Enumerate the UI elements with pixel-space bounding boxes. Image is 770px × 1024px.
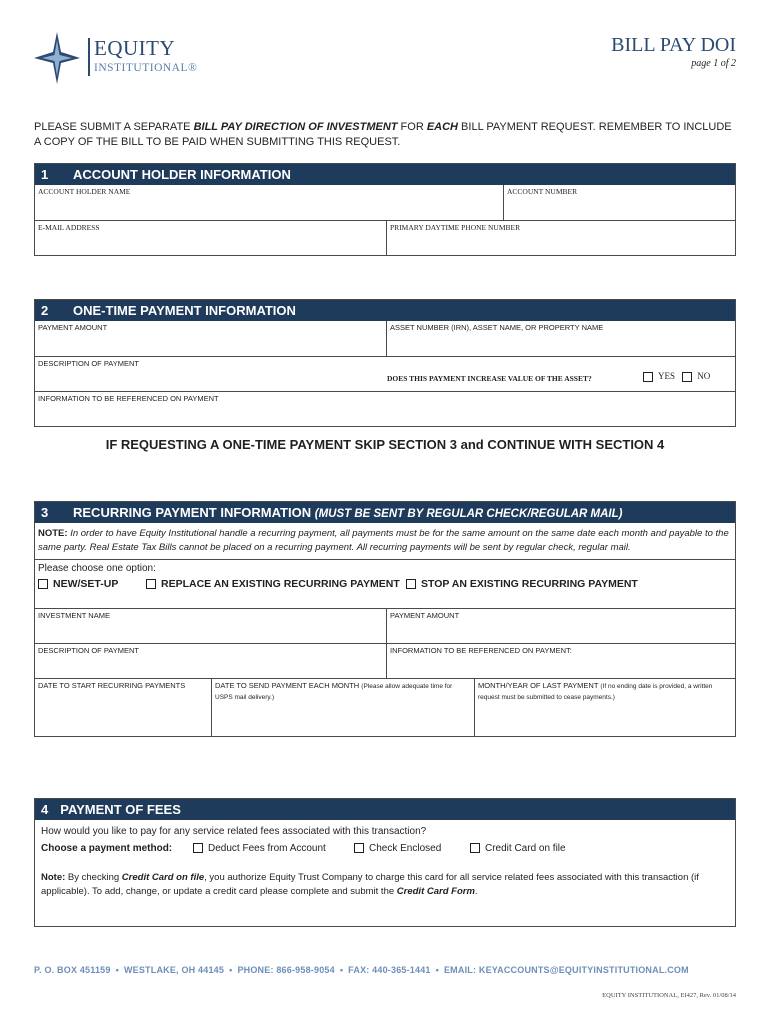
asset-number-field[interactable]: ASSET NUMBER (IRN), ASSET NAME, OR PROPERTY NAME — [386, 321, 735, 356]
increase-value-question: DOES THIS PAYMENT INCREASE VALUE OF THE ASSET? — [387, 374, 592, 383]
page-number: page 1 of 2 — [691, 58, 736, 69]
intro-instructions: PLEASE SUBMIT A SEPARATE BILL PAY DIRECTION OF INVESTMENT FOR EACH BILL PAYMENT REQUEST. REMEMBER TO INCLUDE A COPY OF THE BILL TO BE PAID WHEN SUBMITTING THIS REQUEST. — [34, 121, 732, 148]
fees-question: How would you like to pay for any service related fees associated with this transaction? — [41, 826, 427, 837]
credit-card-note: Note: By checking Credit Card on file, you authorize Equity Trust Company to charge this card for all service related fees associated with this transaction (if applicable). To add, change, or update a credit card please complete and submit the Credit Card Form. — [41, 872, 699, 897]
email-address-field[interactable]: E-MAIL ADDRESS — [38, 223, 100, 232]
stop-recurring-option[interactable]: STOP AN EXISTING RECURRING PAYMENT — [406, 578, 638, 590]
payment-of-fees-body — [35, 820, 735, 926]
send-date-field[interactable]: DATE TO SEND PAYMENT EACH MONTH (Please allow adequate time for USPS mail delivery.) — [211, 679, 474, 736]
logo-divider — [88, 38, 90, 76]
section-3-header: 3 RECURRING PAYMENT INFORMATION (MUST BE SENT BY REGULAR CHECK/REGULAR MAIL) — [35, 502, 735, 523]
last-payment-field[interactable]: MONTH/YEAR OF LAST PAYMENT (If no ending date is provided, a written request must be submitted to cease payments.) — [474, 679, 735, 736]
increase-value-options — [643, 371, 710, 382]
logo-text-institutional: INSTITUTIONAL® — [94, 62, 198, 74]
credit-card-option[interactable]: Credit Card on file — [470, 843, 566, 854]
recurring-description-field[interactable]: DESCRIPTION OF PAYMENT — [38, 646, 139, 655]
recurring-options: Please choose one option: NEW/SET-UP REPLACE AN EXISTING RECURRING PAYMENT STOP AN EXISTING RECURRING PAYMENT — [38, 563, 638, 590]
form-revision: EQUITY INSTITUTIONAL, EI427, Rev. 01/08/14 — [602, 992, 736, 999]
start-date-field[interactable]: DATE TO START RECURRING PAYMENTS — [38, 681, 186, 690]
skip-section-note: IF REQUESTING A ONE-TIME PAYMENT SKIP SECTION 3 and CONTINUE WITH SECTION 4 — [105, 437, 665, 452]
yes-label: YES — [658, 371, 676, 381]
section-4-header: 4 PAYMENT OF FEES — [35, 799, 735, 820]
company-logo — [32, 30, 212, 90]
no-label: NO — [697, 371, 711, 381]
one-time-payment-amount-field[interactable]: PAYMENT AMOUNT — [38, 323, 108, 332]
account-number-field[interactable]: ACCOUNT NUMBER — [503, 185, 735, 220]
new-setup-option[interactable]: NEW/SET-UP — [38, 578, 118, 590]
recurring-note: NOTE: In order to have Equity Institutional handle a recurring payment, all payments must be for the same amount on the same date each month and payable to the same party. Real Estate Tax Bills cannot be placed on a recurring payment. All recurring payments will be sent by regular check, regular mail. — [38, 528, 729, 553]
recurring-reference-field[interactable]: INFORMATION TO BE REFERENCED ON PAYMENT: — [386, 644, 735, 678]
no-checkbox[interactable] — [682, 372, 692, 382]
recurring-payment-amount-field[interactable]: PAYMENT AMOUNT — [386, 609, 735, 643]
phone-number-field[interactable]: PRIMARY DAYTIME PHONE NUMBER — [386, 221, 735, 255]
account-holder-name-field[interactable]: ACCOUNT HOLDER NAME — [38, 187, 131, 196]
section-one-time-payment — [34, 299, 736, 427]
footer-contact: P. O. BOX 451159 • WESTLAKE, OH 44145 • PHONE: 866-958-9054 • FAX: 440-365-1441 • EMAIL: KEYACCOUNTS@EQUITYINSTITUTIONAL.COM — [34, 965, 689, 975]
check-enclosed-option[interactable]: Check Enclosed — [354, 843, 441, 854]
document-title: BILL PAY DOI — [611, 34, 736, 56]
yes-checkbox[interactable] — [643, 372, 653, 382]
footer-email-link[interactable]: EMAIL: KEYACCOUNTS@EQUITYINSTITUTIONAL.COM — [443, 965, 689, 975]
payment-method-label: Choose a payment method: — [41, 843, 173, 854]
deduct-fees-option[interactable]: Deduct Fees from Account — [193, 843, 326, 854]
section-1-header: 1 ACCOUNT HOLDER INFORMATION — [35, 164, 735, 185]
section-account-holder — [34, 163, 736, 256]
section-recurring-payment — [34, 501, 736, 737]
investment-name-field[interactable]: INVESTMENT NAME — [38, 611, 110, 620]
section-payment-of-fees — [34, 798, 736, 927]
star-logo-icon — [32, 30, 82, 86]
one-time-description-field[interactable]: DESCRIPTION OF PAYMENT DOES THIS PAYMENT INCREASE VALUE OF THE ASSET? YES NO — [38, 359, 711, 383]
one-time-reference-field[interactable]: INFORMATION TO BE REFERENCED ON PAYMENT — [38, 394, 219, 403]
logo-text-equity: EQUITY — [94, 36, 176, 60]
replace-recurring-option[interactable]: REPLACE AN EXISTING RECURRING PAYMENT — [146, 578, 400, 590]
section-2-header: 2 ONE-TIME PAYMENT INFORMATION — [35, 300, 735, 321]
